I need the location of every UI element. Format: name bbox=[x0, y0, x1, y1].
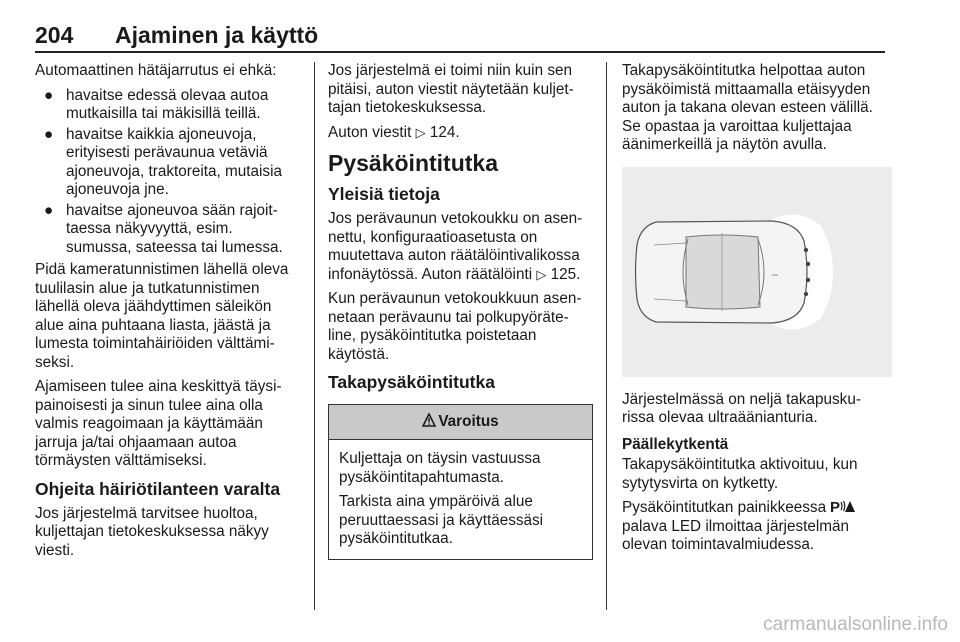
paragraph: Takapysäköintitutka helpottaa auton pysäköimistä mittaamalla etäisyyden auton ja takana olevan esteen välillä. Se opastaa ja varoittaa kuljettajaa äänimerkeillä ja näytön avulla. bbox=[622, 62, 873, 153]
bullet-icon: ● bbox=[44, 125, 54, 143]
list-item: ● havaitse kaikkia ajoneuvoja, erityisesti perävaunua vetäviä ajoneuvoja, traktoreita, mutaisia ajoneuvoja jne. bbox=[44, 125, 282, 198]
svg-text:P: P bbox=[830, 499, 841, 514]
warning-header bbox=[329, 405, 592, 440]
warning-title: Varoitus bbox=[438, 413, 499, 430]
subsection-heading: Yleisiä tietoja bbox=[328, 184, 440, 204]
park-assist-sensor-icon bbox=[830, 499, 856, 514]
bullet-icon: ● bbox=[44, 86, 54, 104]
page-reference-arrow-icon: ▷ bbox=[415, 124, 426, 140]
page-reference[interactable]: 125. bbox=[550, 265, 581, 283]
page-header bbox=[35, 18, 885, 52]
warning-text: Kuljettaja on täysin vastuussa pysäköintitapahtumasta. bbox=[339, 450, 541, 486]
warning-box bbox=[328, 404, 593, 560]
page-reference-arrow-icon: ▷ bbox=[536, 266, 547, 282]
section-heading: Ohjeita häiriötilanteen varalta bbox=[35, 478, 281, 499]
header-rule bbox=[35, 51, 885, 53]
warning-body bbox=[329, 440, 592, 559]
section-title: Pysäköintitutka bbox=[328, 150, 498, 176]
paragraph: Pysäköintitutkan painikkeessa P palava LED ilmoittaa järjestelmän olevan toimintavalmiudessa. bbox=[622, 499, 892, 555]
paragraph: Jos järjestelmä tarvitsee huoltoa, kuljettajan tietokeskuksessa näkyy viesti. bbox=[35, 504, 269, 559]
paragraph: Jos järjestelmä ei toimi niin kuin sen pitäisi, auton viestit näytetään kuljet- tajan tietokeskuksessa. bbox=[328, 62, 574, 116]
column-divider bbox=[606, 62, 607, 610]
warning-text: Tarkista aina ympäröivä alue peruuttaessasi ja käyttäessäsi pysäköintitutkaa. bbox=[339, 493, 544, 547]
warning-triangle-icon bbox=[422, 413, 436, 427]
list-item: ● havaitse ajoneuvoa sään rajoit- taessa näkyvyyttä, esim. sumussa, sateessa tai lumessa. bbox=[44, 201, 283, 256]
paragraph: Jos perävaunun vetokoukku on asen- nettu, konfiguraatioasetusta on muutettava auton räätälöintivalikossa infonäytössä. Auton räätälöinti ▷ 125. bbox=[328, 210, 583, 283]
paragraph: Järjestelmässä on neljä takapusku- rissa olevaa ultraäänianturia. bbox=[622, 390, 861, 426]
car-topview-image bbox=[622, 167, 892, 377]
watermark: carmanualsonline.info bbox=[763, 614, 948, 635]
subsection-heading: Takapysäköintitutka bbox=[328, 372, 495, 392]
paragraph: Auton viestit ▷ 124. bbox=[328, 123, 460, 141]
page-number: 204 bbox=[35, 22, 74, 48]
column-right bbox=[622, 62, 892, 561]
bullet-icon: ● bbox=[44, 201, 54, 219]
bullet-list bbox=[35, 87, 297, 258]
subsection-heading: Päällekytkentä bbox=[622, 435, 729, 453]
column-divider bbox=[314, 62, 315, 610]
paragraph: Pidä kameratunnistimen lähellä oleva tuulilasin alue ja tutkatunnistimen lähellä oleva jäähdyttimen säleikön alue aina puhtaana liasta, jäästä ja lumesta toimintahäiriöiden välttämi- seksi. bbox=[35, 261, 289, 371]
parking-sensor-illustration bbox=[622, 167, 892, 377]
column-middle bbox=[328, 62, 593, 560]
paragraph: Takapysäköintitutka aktivoituu, kun sytytysvirta on kytketty. bbox=[622, 456, 858, 492]
page-reference[interactable]: 124. bbox=[429, 123, 460, 141]
chapter-title: Ajaminen ja käyttö bbox=[115, 22, 319, 48]
intro-text: Automaattinen hätäjarrutus ei ehkä: bbox=[35, 62, 277, 79]
list-item: ● havaitse edessä olevaa autoa mutkaisilla tai mäkisillä teillä. bbox=[44, 86, 269, 122]
column-left bbox=[35, 62, 297, 566]
paragraph: Kun perävaunun vetokoukkuun asen- netaan perävaunu tai polkupyöräte- line, pysäköintitutka poistetaan käytöstä. bbox=[328, 290, 582, 363]
paragraph: Ajamiseen tulee aina keskittyä täysi- painoisesti ja sinun tulee aina olla valmis reagoimaan ja käyttämään jarruja ja/tai ohjaamaan autoa törmäysten välttämiseksi. bbox=[35, 378, 282, 469]
